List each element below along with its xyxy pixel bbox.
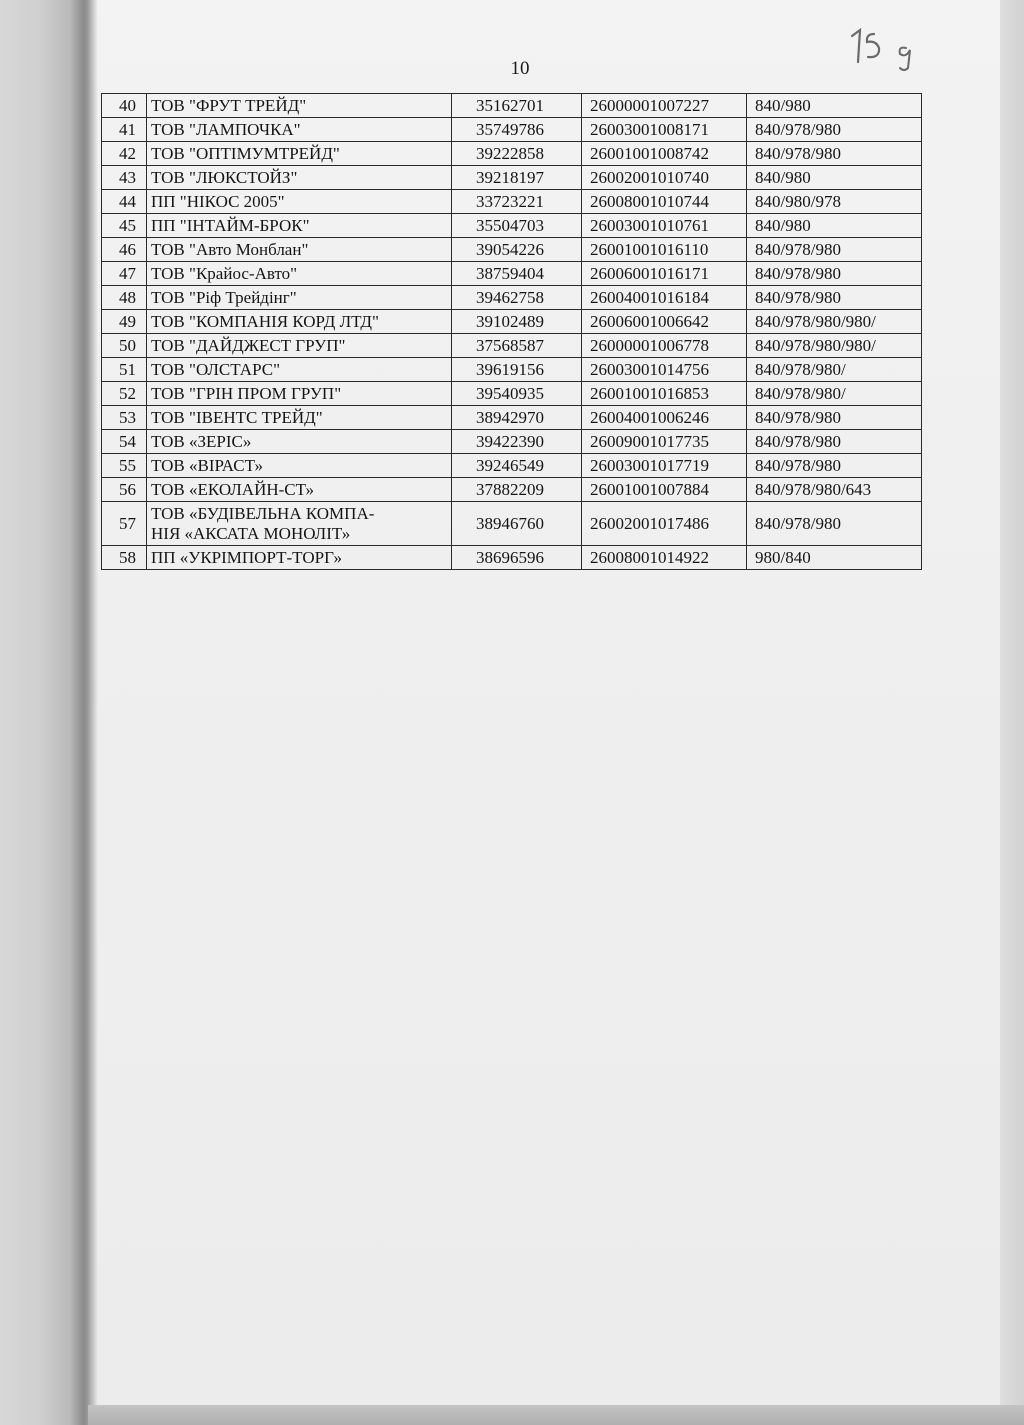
organization-name-line-1: ТОВ «БУДІВЕЛЬНА КОМПА- — [151, 503, 375, 523]
row-number: 58 — [102, 546, 147, 570]
row-number: 46 — [102, 238, 147, 262]
organization-name: ТОВ "Авто Монблан" — [147, 238, 452, 262]
organization-name — [147, 502, 452, 546]
row-number: 55 — [102, 454, 147, 478]
account-number: 26001001016853 — [582, 382, 747, 406]
table-row — [102, 166, 922, 190]
table-row — [102, 478, 922, 502]
edrpou-code: 39540935 — [452, 382, 582, 406]
organization-name: ТОВ "ІВЕНТС ТРЕЙД" — [147, 406, 452, 430]
edrpou-code: 35504703 — [452, 214, 582, 238]
table-row — [102, 262, 922, 286]
account-number: 26004001006246 — [582, 406, 747, 430]
organization-name: ТОВ «ВІРАСТ» — [147, 454, 452, 478]
organization-name: ТОВ "ЛЮКСТОЙЗ" — [147, 166, 452, 190]
handwritten-page-mark — [840, 22, 930, 72]
currency-codes: 840/978/980 — [747, 286, 922, 310]
row-number: 47 — [102, 262, 147, 286]
edrpou-code: 33723221 — [452, 190, 582, 214]
currency-codes: 840/978/980 — [747, 430, 922, 454]
currency-codes: 840/978/980 — [747, 238, 922, 262]
organization-name: ТОВ «ЗЕРІС» — [147, 430, 452, 454]
account-number: 26000001007227 — [582, 94, 747, 118]
edrpou-code: 39054226 — [452, 238, 582, 262]
table-row — [102, 286, 922, 310]
organization-name: ТОВ «ЕКОЛАЙН-СТ» — [147, 478, 452, 502]
currency-codes: 840/978/980/643 — [747, 478, 922, 502]
currency-codes: 840/980 — [747, 166, 922, 190]
row-number: 42 — [102, 142, 147, 166]
currency-codes: 840/978/980 — [747, 502, 922, 546]
table-row — [102, 214, 922, 238]
currency-codes: 840/978/980/ — [747, 382, 922, 406]
account-number: 26008001014922 — [582, 546, 747, 570]
row-number: 56 — [102, 478, 147, 502]
table-row — [102, 94, 922, 118]
page-binding-shadow — [88, 0, 98, 1410]
organization-name: ТОВ "ЛАМПОЧКА" — [147, 118, 452, 142]
scan-right-edge — [1000, 0, 1024, 1425]
row-number: 44 — [102, 190, 147, 214]
organization-name: ТОВ "ОПТІМУМТРЕЙД" — [147, 142, 452, 166]
edrpou-code: 35749786 — [452, 118, 582, 142]
edrpou-code: 39222858 — [452, 142, 582, 166]
row-number: 54 — [102, 430, 147, 454]
account-number: 26003001014756 — [582, 358, 747, 382]
table-row — [102, 382, 922, 406]
edrpou-code: 39422390 — [452, 430, 582, 454]
account-number: 26006001006642 — [582, 310, 747, 334]
edrpou-code: 38759404 — [452, 262, 582, 286]
currency-codes: 840/978/980/980/ — [747, 310, 922, 334]
currency-codes: 980/840 — [747, 546, 922, 570]
currency-codes: 840/978/980 — [747, 118, 922, 142]
table-row — [102, 430, 922, 454]
account-number: 26001001007884 — [582, 478, 747, 502]
table-row — [102, 190, 922, 214]
account-number: 26006001016171 — [582, 262, 747, 286]
table-row — [102, 142, 922, 166]
edrpou-code: 38946760 — [452, 502, 582, 546]
organization-name: ТОВ "Ріф Трейдінг" — [147, 286, 452, 310]
currency-codes: 840/978/980 — [747, 406, 922, 430]
currency-codes: 840/978/980 — [747, 454, 922, 478]
currency-codes: 840/978/980/980/ — [747, 334, 922, 358]
account-number: 26002001010740 — [582, 166, 747, 190]
currency-codes: 840/978/980 — [747, 262, 922, 286]
table-row — [102, 310, 922, 334]
account-number: 26003001010761 — [582, 214, 747, 238]
edrpou-code: 39102489 — [452, 310, 582, 334]
edrpou-code: 39619156 — [452, 358, 582, 382]
currency-codes: 840/980/978 — [747, 190, 922, 214]
row-number: 41 — [102, 118, 147, 142]
edrpou-code: 37568587 — [452, 334, 582, 358]
organization-name: ТОВ "ГРІН ПРОМ ГРУП" — [147, 382, 452, 406]
row-number: 57 — [102, 502, 147, 546]
organization-name: ТОВ "Крайос-Авто" — [147, 262, 452, 286]
edrpou-code: 39462758 — [452, 286, 582, 310]
table-row — [102, 118, 922, 142]
table-row — [102, 238, 922, 262]
account-number: 26000001006778 — [582, 334, 747, 358]
row-number: 52 — [102, 382, 147, 406]
row-number: 51 — [102, 358, 147, 382]
row-number: 43 — [102, 166, 147, 190]
currency-codes: 840/980 — [747, 214, 922, 238]
edrpou-code: 39246549 — [452, 454, 582, 478]
row-number: 49 — [102, 310, 147, 334]
currency-codes: 840/980 — [747, 94, 922, 118]
currency-codes: 840/978/980/ — [747, 358, 922, 382]
edrpou-code: 35162701 — [452, 94, 582, 118]
organization-name: ПП "НІКОС 2005" — [147, 190, 452, 214]
scan-bottom-edge — [88, 1405, 1024, 1425]
account-number: 26003001008171 — [582, 118, 747, 142]
row-number: 50 — [102, 334, 147, 358]
account-number: 26008001010744 — [582, 190, 747, 214]
row-number: 48 — [102, 286, 147, 310]
account-number: 26001001016110 — [582, 238, 747, 262]
account-number: 26009001017735 — [582, 430, 747, 454]
scan-left-edge — [0, 0, 88, 1425]
organization-name: ТОВ "КОМПАНІЯ КОРД ЛТД" — [147, 310, 452, 334]
account-number: 26002001017486 — [582, 502, 747, 546]
currency-codes: 840/978/980 — [747, 142, 922, 166]
organization-name: ТОВ "ФРУТ ТРЕЙД" — [147, 94, 452, 118]
row-number: 40 — [102, 94, 147, 118]
page-number: 10 — [510, 58, 530, 79]
account-number: 26003001017719 — [582, 454, 747, 478]
organization-name: ТОВ "ДАЙДЖЕСТ ГРУП" — [147, 334, 452, 358]
table-row — [102, 546, 922, 570]
organization-name: ПП «УКРІМПОРТ-ТОРГ» — [147, 546, 452, 570]
table-row — [102, 454, 922, 478]
table-row — [102, 358, 922, 382]
table-row — [102, 502, 922, 546]
edrpou-code: 39218197 — [452, 166, 582, 190]
organization-name: ТОВ "ОЛСТАРС" — [147, 358, 452, 382]
row-number: 53 — [102, 406, 147, 430]
row-number: 45 — [102, 214, 147, 238]
edrpou-code: 37882209 — [452, 478, 582, 502]
table-row — [102, 334, 922, 358]
account-number: 26001001008742 — [582, 142, 747, 166]
edrpou-code: 38696596 — [452, 546, 582, 570]
accounts-table — [101, 93, 922, 570]
edrpou-code: 38942970 — [452, 406, 582, 430]
handwritten-mark-drawing — [840, 22, 930, 72]
table-row — [102, 406, 922, 430]
organization-name: ПП "ІНТАЙМ-БРОК" — [147, 214, 452, 238]
account-number: 26004001016184 — [582, 286, 747, 310]
organization-name-line-2: НІЯ «АКСАТА МОНОЛІТ» — [151, 523, 351, 543]
